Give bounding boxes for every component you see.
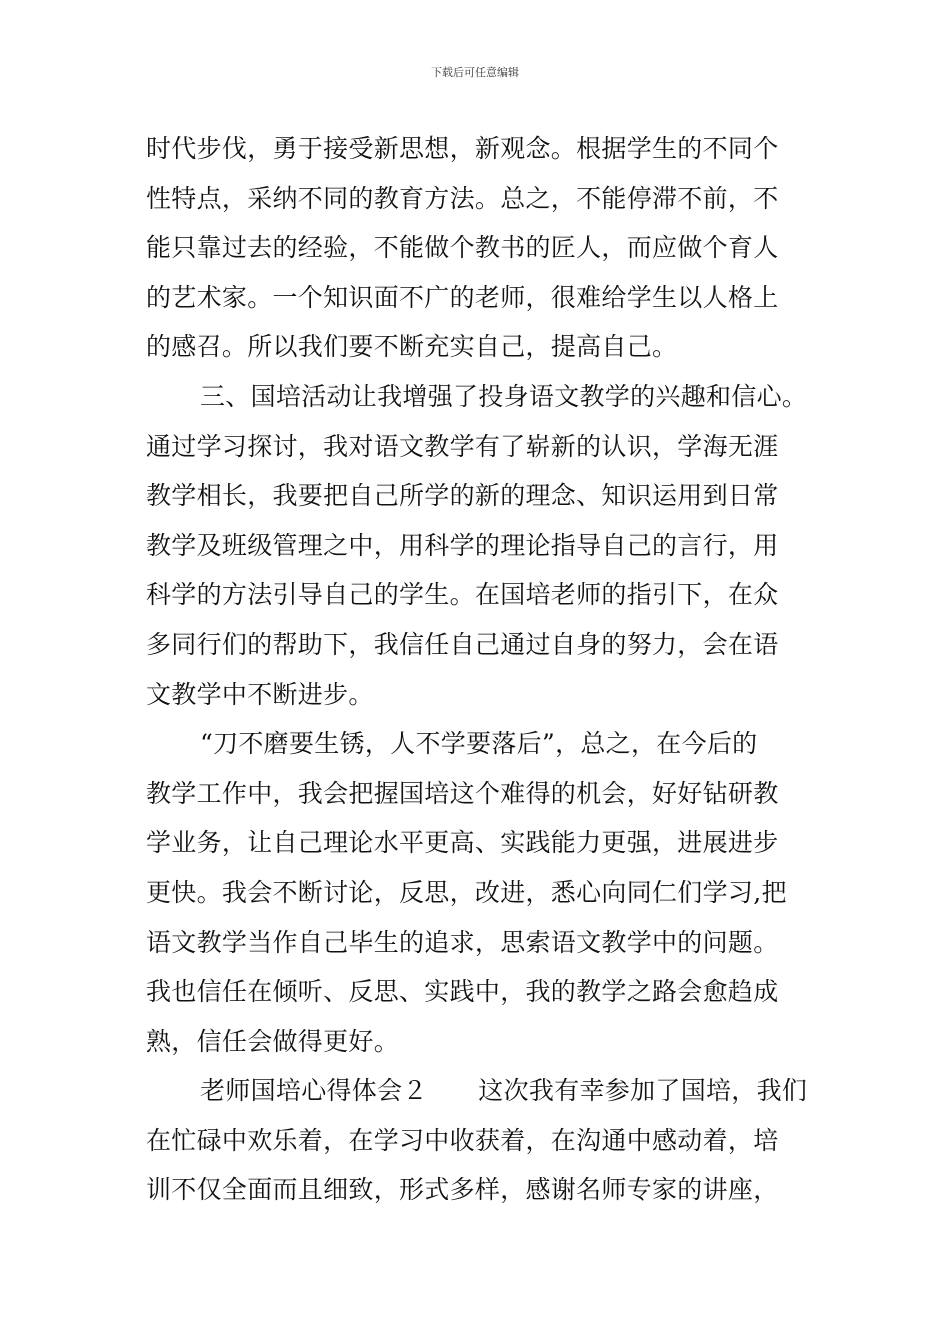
- document-body: [146, 124, 826, 1215]
- paragraph-start-line: “刀不磨要生锈，人不学要落后”，总之，在今后的: [200, 729, 758, 759]
- page-header-note: 下载后可任意编辑: [431, 66, 519, 79]
- text-line: 我也信任在倾听、反思、实践中，我的教学之路会愈趋成: [146, 977, 779, 1007]
- text-line: 在忙碌中欢乐着，在学习中收获着，在沟通中感动着，培: [146, 1125, 779, 1155]
- paragraph-start-line: 三、国培活动让我增强了投身语文教学的兴趣和信心。: [200, 381, 808, 411]
- text-line: 文教学中不断进步。: [146, 679, 374, 709]
- text-line: 熟，信任会做得更好。: [146, 1026, 400, 1056]
- text-line: 能只靠过去的经验，不能做个教书的匠人，而应做个育人: [146, 233, 779, 263]
- text-line: 的艺术家。一个知识面不广的老师，很难给学生以人格上: [146, 282, 779, 312]
- text-line: 教学工作中，我会把握国培这个难得的机会，好好钻研教: [146, 778, 779, 808]
- text-line: 教学及班级管理之中，用科学的理论指导自己的言行，用: [146, 530, 779, 560]
- text-line: 训不仅全面而且细致，形式多样，感谢名师专家的讲座，: [146, 1175, 779, 1205]
- text-line: 学业务，让自己理论水平更高、实践能力更强，进展进步: [146, 828, 779, 858]
- text-line: 更快。我会不断讨论，反思，改进，悉心向同仁们学习,把: [146, 877, 787, 907]
- text-line: 教学相长，我要把自己所学的新的理念、知识运用到日常: [146, 481, 779, 511]
- text-line: 语文教学当作自己毕生的追求，思索语文教学中的问题。: [146, 927, 779, 957]
- text-line: 性特点，采纳不同的教育方法。总之，不能停滞不前，不: [146, 183, 779, 213]
- text-line: 科学的方法引导自己的学生。在国培老师的指引下，在众: [146, 580, 779, 610]
- text-line: 通过学习探讨，我对语文教学有了崭新的认识，学海无涯: [146, 431, 779, 461]
- paragraph-start-line: 老师国培心得体会２ 这次我有幸参加了国培，我们: [200, 1076, 808, 1106]
- text-line: 多同行们的帮助下，我信任自己通过自身的努力，会在语: [146, 629, 779, 659]
- text-line: 时代步伐，勇于接受新思想，新观念。根据学生的不同个: [146, 134, 779, 163]
- text-line: 的感召。所以我们要不断充实自己，提高自己。: [146, 332, 678, 362]
